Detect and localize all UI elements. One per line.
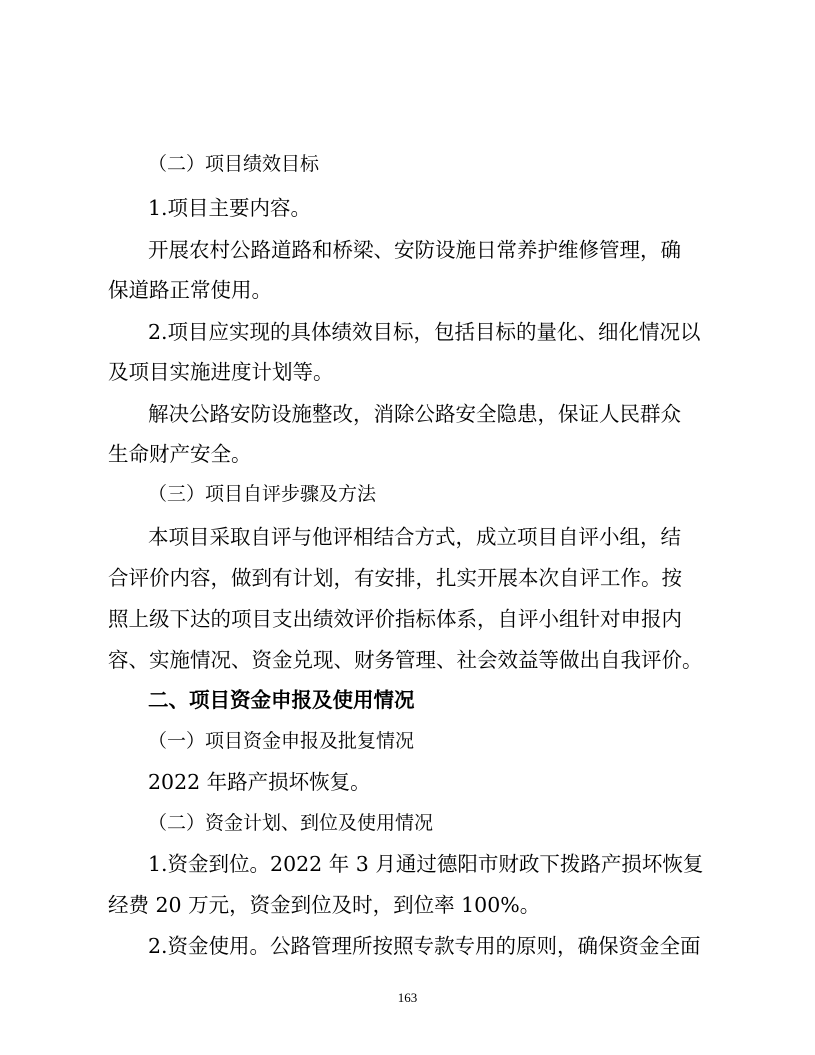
paragraph-line: 照上级下达的项目支出绩效评价指标体系，自评小组针对申报内 — [108, 607, 682, 631]
paragraph-line: 2.项目应实现的具体绩效目标，包括目标的量化、细化情况以 — [148, 320, 701, 344]
page-number: 163 — [397, 990, 418, 1005]
chapter-heading-funding: 二、项目资金申报及使用情况 — [148, 688, 415, 712]
paragraph-line: 容、实施情况、资金兑现、财务管理、社会效益等做出自我评价。 — [108, 648, 703, 672]
paragraph-line: 合评价内容，做到有计划，有安排，扎实开展本次自评工作。按 — [108, 566, 682, 590]
paragraph-line: 1.资金到位。2022 年 3 月通过德阳市财政下拨路产损坏恢复 — [148, 852, 704, 876]
paragraph-line: 保道路正常使用。 — [108, 278, 272, 302]
paragraph-line: 及项目实施进度计划等。 — [108, 360, 334, 384]
section-heading-self-evaluation: （三）项目自评步骤及方法 — [148, 483, 377, 505]
paragraph-line: 生命财产安全。 — [108, 442, 252, 466]
paragraph-line: 解决公路安防设施整改，消除公路安全隐患，保证人民群众 — [148, 402, 681, 426]
paragraph-line: 本项目采取自评与他评相结合方式，成立项目自评小组，结 — [148, 525, 681, 549]
section-heading-funding-application: （一）项目资金申报及批复情况 — [148, 730, 415, 752]
paragraph-line: 经费 20 万元，资金到位及时，到位率 100%。 — [108, 893, 541, 917]
paragraph-line: 1.项目主要内容。 — [148, 196, 312, 220]
paragraph-line: 开展农村公路道路和桥梁、安防设施日常养护维修管理，确 — [148, 238, 681, 262]
section-heading-funding-plan: （二）资金计划、到位及使用情况 — [148, 812, 434, 834]
paragraph-line: 2.资金使用。公路管理所按照专款专用的原则，确保资金全面 — [148, 934, 701, 958]
paragraph-line: 2022 年路产损坏恢复。 — [148, 770, 371, 794]
section-heading-performance-goals: （二）项目绩效目标 — [148, 153, 320, 175]
